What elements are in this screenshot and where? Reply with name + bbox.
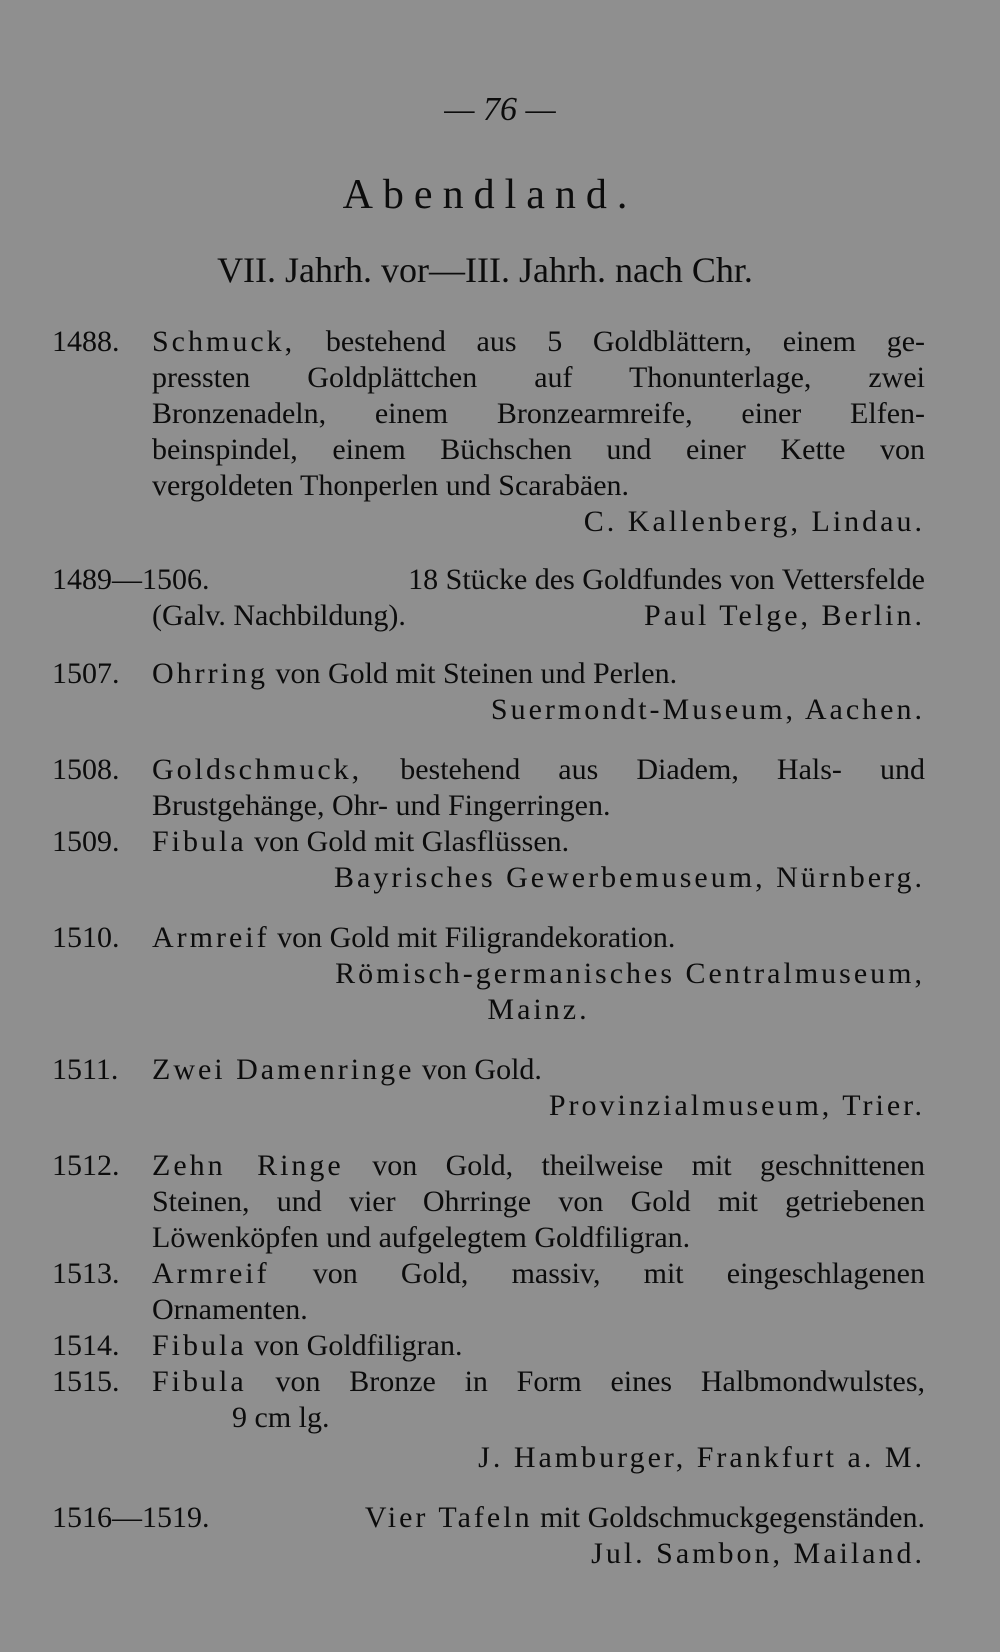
entry-text: Brustgehänge, Ohr- und Fingerringen. [152, 789, 611, 822]
entry-text: Zehn Ringe von Gold, theilweise mit geschnittenen [152, 1149, 925, 1182]
entry-owner: Mainz. [487, 993, 590, 1026]
entry-lead: Armreif [152, 1257, 270, 1290]
section-subtitle: VII. Jahrh. vor—III. Jahrh. nach Chr. [217, 250, 753, 290]
entry-text: Ornamenten. [152, 1293, 308, 1326]
entry-text: Fibula von Bronze in Form eines Halbmondwulstes, [152, 1365, 925, 1398]
entry-lead: Fibula [152, 825, 247, 858]
entry-text: pressten Goldplättchen auf Thonunterlage, zwei [152, 361, 925, 394]
entry-lead: Ohrring [152, 657, 268, 690]
entry-owner: Provinzialmuseum, Trier. [548, 1089, 925, 1122]
entry-lead: Vier Tafeln [364, 1501, 533, 1534]
entry-number: 1516—1519. [52, 1501, 210, 1534]
entry-number: 1512. [52, 1149, 120, 1182]
entry-text: beinspindel, einem Büchschen und einer Kette von [152, 433, 925, 466]
entry-text: Fibula von Gold mit Glasflüssen. [152, 825, 570, 858]
entry-lead: Goldschmuck, [152, 753, 363, 786]
entry-text: Schmuck, bestehend aus 5 Goldblättern, einem ge- [152, 325, 926, 358]
entry-owner: Bayrisches Gewerbemuseum, Nürnberg. [334, 861, 925, 894]
entry-number: 1515. [52, 1365, 120, 1398]
entry-text: Vier Tafeln mit Goldschmuckgegenständen. [364, 1501, 925, 1534]
entry-text: Zwei Damenringe von Gold. [152, 1053, 542, 1086]
entry-owner: Suermondt-Museum, Aachen. [490, 693, 925, 726]
page-number: — 76 — [444, 91, 556, 128]
entry-number: 1508. [52, 753, 120, 786]
entry-lead: Fibula [152, 1329, 247, 1362]
entry-number: 1489—1506. [52, 563, 210, 596]
entry-owner: Römisch-germanisches Centralmuseum, [335, 957, 925, 990]
entry-lead: Zwei Damenringe [152, 1053, 415, 1086]
entry-text: Goldschmuck, bestehend aus Diadem, Hals- und [152, 753, 925, 786]
entry-lead: Fibula [152, 1365, 247, 1398]
entry-number: 1509. [52, 825, 120, 858]
entry-owner: Jul. Sambon, Mailand. [591, 1537, 925, 1570]
entry-number: 1511. [52, 1053, 119, 1086]
entry-text: Steinen, und vier Ohrringe von Gold mit getriebenen [152, 1185, 925, 1218]
entry-number: 1513. [52, 1257, 120, 1290]
entry-text: Armreif von Gold, massiv, mit eingeschlagenen [152, 1257, 925, 1290]
entry-number: 1510. [52, 921, 120, 954]
entry-owner: Paul Telge, Berlin. [644, 599, 925, 632]
entry-owner: J. Hamburger, Frankfurt a. M. [478, 1441, 925, 1474]
entry-text: Armreif von Gold mit Filigrandekoration. [152, 921, 676, 954]
entry-lead: Zehn Ringe [152, 1149, 344, 1182]
entry-text: Fibula von Goldfiligran. [152, 1329, 463, 1362]
entry-text: Bronzenadeln, einem Bronzearmreife, einer Elfen- [152, 397, 925, 430]
entry-lead: Armreif [152, 921, 270, 954]
entry-text: (Galv. Nachbildung). [152, 599, 406, 632]
entry-lead: Schmuck, [152, 325, 296, 358]
entry-text: Ohrring von Gold mit Steinen und Perlen. [152, 657, 678, 690]
entry-number: 1507. [52, 657, 120, 690]
entry-text: Löwenköpfen und aufgelegtem Goldfiligran. [152, 1221, 691, 1254]
entry-text: 9 cm lg. [232, 1401, 330, 1434]
entry-text: 18 Stücke des Goldfundes von Vettersfelde [408, 563, 925, 596]
entry-text: vergoldeten Thonperlen und Scarabäen. [152, 469, 630, 502]
entry-number: 1488. [52, 325, 120, 358]
entry-number: 1514. [52, 1329, 120, 1362]
entry-owner: C. Kallenberg, Lindau. [583, 505, 925, 538]
section-title: Abendland. [342, 172, 638, 218]
